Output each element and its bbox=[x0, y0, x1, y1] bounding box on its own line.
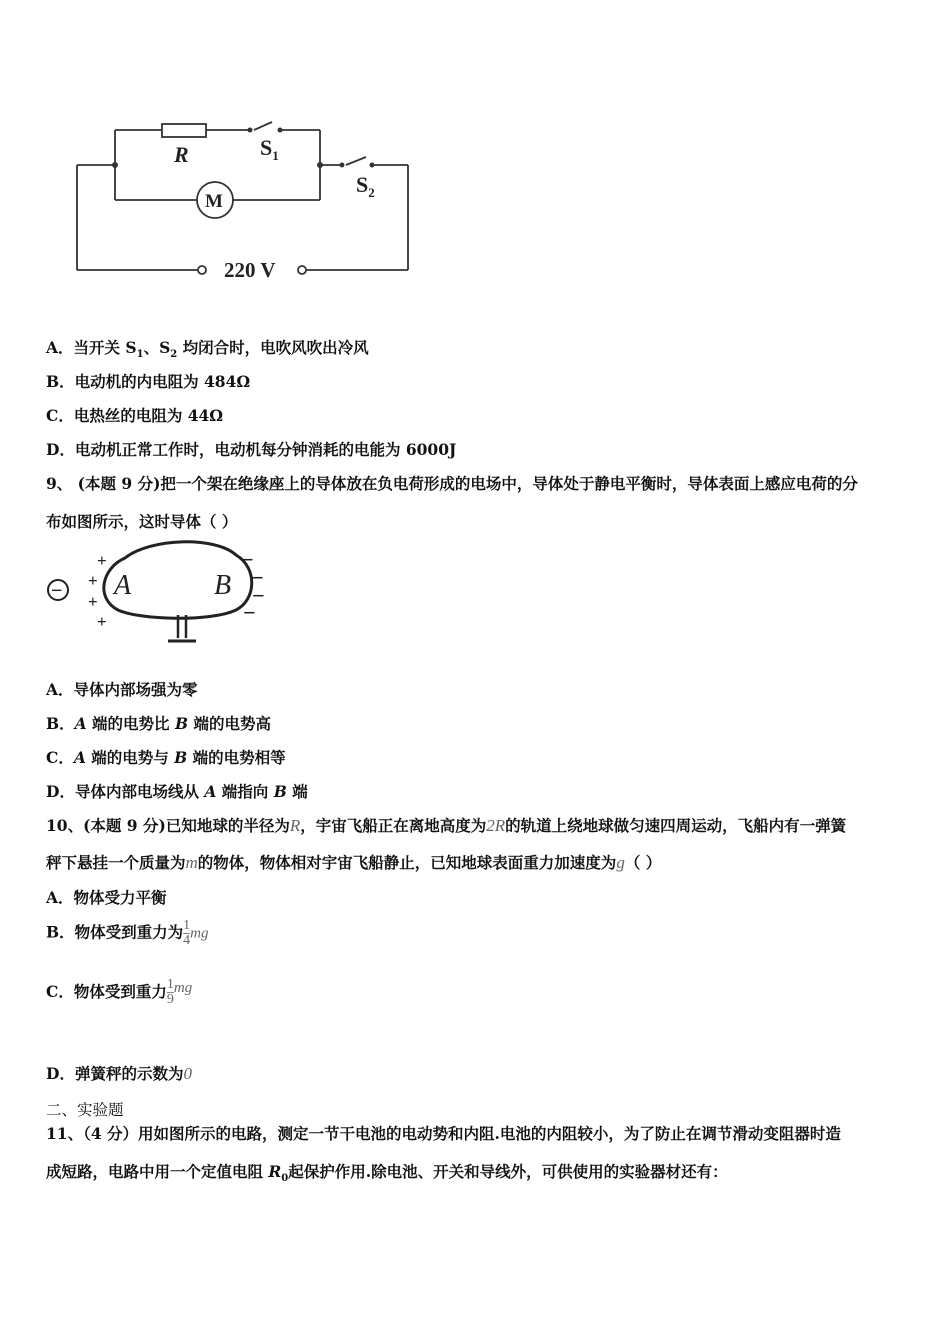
q10-stem-line1: 10、(本题 9 分)已知地球的半径为R，宇宙飞船正在离地高度为2R的轨道上绕地球做匀速四周运动，飞船内有一弹簧 bbox=[46, 816, 847, 835]
q8-option-d: D．电动机正常工作时，电动机每分钟消耗的电能为 6000J bbox=[46, 440, 457, 459]
q11-stem-line2: 成短路，电路中用一个定值电阻 $R_0$起保护作用.除电池、开关和导线外，可供使用的实验器材还有： bbox=[46, 1162, 728, 1185]
q8-option-c: C．电热丝的电阻为 44Ω bbox=[46, 406, 224, 425]
q8-option-a: A．当开关 $S_1$、$S_2$ 均闭合时，电吹风吹出冷风 bbox=[46, 338, 369, 361]
q8-option-b: B．电动机的内电阻为 484Ω bbox=[46, 372, 251, 391]
q9-stem-line2: 布如图所示，这时导体（ ） bbox=[46, 512, 238, 531]
q9-option-d: D．导体内部电场线从 A 端指向 B 端 bbox=[46, 782, 308, 801]
minus-charge: − bbox=[241, 547, 254, 572]
negative-charge: − bbox=[51, 580, 63, 602]
minus-charge: − bbox=[243, 600, 256, 625]
plus-charge: + bbox=[88, 592, 98, 611]
q10-option-b: B．物体受到重力为 $\frac{1}{4}$ mg bbox=[46, 918, 209, 948]
conductor-figure bbox=[40, 540, 280, 650]
q10-option-d: D．弹簧秤的示数为0 bbox=[46, 1064, 192, 1083]
circuit-diagram bbox=[70, 115, 490, 285]
end-b-label: B bbox=[214, 570, 232, 601]
q9-stem-line1: 9、 (本题 9 分)把一个架在绝缘座上的导体放在负电荷形成的电场中，导体处于静电平衡时，导体表面上感应电荷的分 bbox=[46, 474, 858, 493]
switch-s2-label: $S_2$ bbox=[356, 172, 375, 200]
q10-option-a: A．物体受力平衡 bbox=[46, 888, 167, 907]
minus-charge: − bbox=[251, 565, 264, 590]
motor-label: M bbox=[205, 191, 223, 212]
resistor-label: R bbox=[174, 142, 189, 167]
section-title: 二、实验题 bbox=[46, 1101, 124, 1119]
plus-charge: + bbox=[97, 612, 107, 631]
q9-option-c: C．A 端的电势与 B 端的电势相等 bbox=[46, 748, 286, 767]
minus-charge: − bbox=[252, 583, 265, 608]
voltage-label: 220 V bbox=[224, 258, 276, 282]
plus-charge: + bbox=[88, 571, 98, 590]
q9-option-a: A．导体内部场强为零 bbox=[46, 680, 198, 699]
q10-option-c: C．物体受到重力 $\frac{1}{9}$ mg bbox=[46, 977, 193, 1007]
q9-option-b: B．A 端的电势比 B 端的电势高 bbox=[46, 714, 271, 733]
switch-s1-label: $S_1$ bbox=[260, 135, 279, 163]
plus-charge: + bbox=[97, 551, 107, 570]
q11-stem-line1: 11、（4 分）用如图所示的电路，测定一节干电池的电动势和内阻.电池的内阻较小，为了防止在调节滑动变阻器时造 bbox=[46, 1124, 841, 1143]
end-a-label: A bbox=[114, 570, 132, 601]
q10-stem-line2: 秤下悬挂一个质量为m的物体，物体相对宇宙飞船静止，已知地球表面重力加速度为g（ ） bbox=[46, 853, 662, 872]
